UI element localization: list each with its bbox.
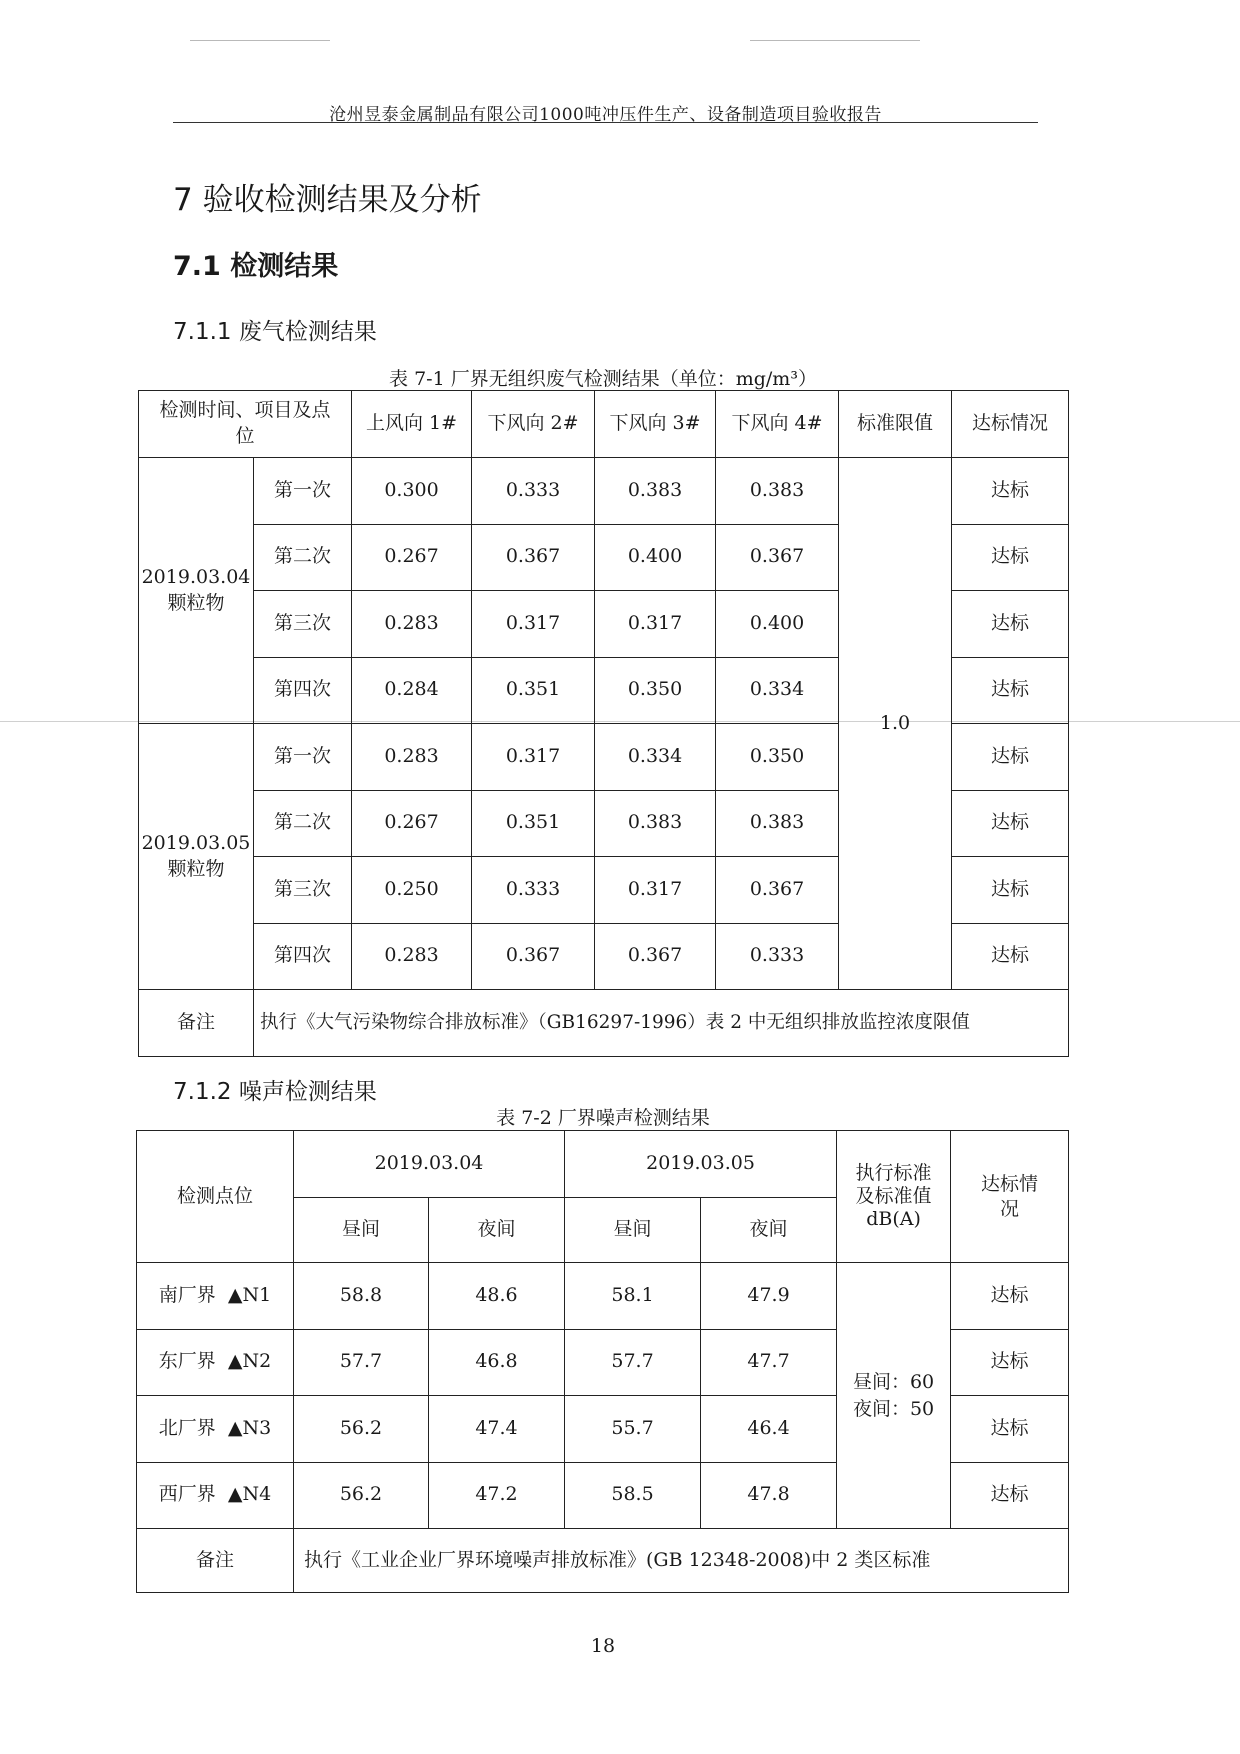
compliance-status: 达标 [952, 591, 1069, 658]
measurement-value: 0.317 [595, 857, 716, 924]
table2-caption: 表 7-2 厂界噪声检测结果 [496, 1107, 710, 1129]
sample-round: 第四次 [254, 923, 352, 990]
measurement-value: 0.317 [472, 724, 595, 791]
noise-value: 56.2 [294, 1396, 429, 1463]
compliance-status: 达标 [951, 1329, 1069, 1396]
table-row [137, 1263, 1069, 1330]
header-night: 夜间 [701, 1198, 837, 1263]
measurement-value: 0.367 [716, 524, 839, 591]
noise-value: 57.7 [565, 1329, 701, 1396]
measurement-value: 0.351 [472, 657, 595, 724]
compliance-status: 达标 [952, 790, 1069, 857]
exhaust-gas-table [138, 390, 1069, 1057]
measurement-value: 0.367 [595, 923, 716, 990]
group-label: 2019.03.04 颗粒物 [139, 458, 254, 724]
compliance-status: 达标 [951, 1462, 1069, 1529]
monitoring-point: 南厂界 ▲N1 [137, 1263, 294, 1330]
noise-value: 47.8 [701, 1462, 837, 1529]
subsection-heading: 7.1 检测结果 [173, 251, 339, 282]
remark-row [137, 1529, 1069, 1593]
monitoring-point: 西厂界 ▲N4 [137, 1462, 294, 1529]
scan-artifact [190, 40, 330, 41]
remark-label: 备注 [139, 990, 254, 1057]
compliance-status: 达标 [951, 1263, 1069, 1330]
measurement-value: 0.367 [716, 857, 839, 924]
header-upwind-1: 上风向 1# [352, 391, 472, 458]
measurement-value: 0.300 [352, 458, 472, 525]
measurement-value: 0.317 [595, 591, 716, 658]
table1-caption: 表 7-1 厂界无组织废气检测结果（单位：mg/m³） [389, 368, 817, 390]
noise-value: 46.8 [429, 1329, 565, 1396]
noise-value: 47.4 [429, 1396, 565, 1463]
compliance-status: 达标 [952, 524, 1069, 591]
sample-round: 第二次 [254, 524, 352, 591]
noise-heading: 7.1.2 噪声检测结果 [173, 1079, 377, 1105]
standard-value: 昼间：60 夜间：50 [837, 1263, 951, 1529]
noise-value: 47.7 [701, 1329, 837, 1396]
noise-table [136, 1130, 1069, 1593]
measurement-value: 0.351 [472, 790, 595, 857]
header-downwind-3: 下风向 3# [595, 391, 716, 458]
noise-value: 58.5 [565, 1462, 701, 1529]
measurement-value: 0.334 [716, 657, 839, 724]
measurement-value: 0.367 [472, 923, 595, 990]
measurement-value: 0.333 [472, 458, 595, 525]
header-point: 检测点位 [137, 1131, 294, 1263]
measurement-value: 0.283 [352, 923, 472, 990]
noise-value: 46.4 [701, 1396, 837, 1463]
section-heading: 7 验收检测结果及分析 [173, 182, 482, 218]
monitoring-point: 北厂界 ▲N3 [137, 1396, 294, 1463]
compliance-status: 达标 [952, 857, 1069, 924]
sample-round: 第四次 [254, 657, 352, 724]
noise-value: 48.6 [429, 1263, 565, 1330]
limit-value: 1.0 [839, 458, 952, 990]
header-day: 昼间 [294, 1198, 429, 1263]
monitoring-point: 东厂界 ▲N2 [137, 1329, 294, 1396]
compliance-status: 达标 [952, 923, 1069, 990]
measurement-value: 0.383 [716, 790, 839, 857]
header-limit: 标准限值 [839, 391, 952, 458]
noise-value: 55.7 [565, 1396, 701, 1463]
measurement-value: 0.283 [352, 591, 472, 658]
measurement-value: 0.267 [352, 790, 472, 857]
measurement-value: 0.283 [352, 724, 472, 791]
table-header-row [137, 1131, 1069, 1198]
sample-round: 第一次 [254, 724, 352, 791]
measurement-value: 0.400 [716, 591, 839, 658]
compliance-status: 达标 [952, 458, 1069, 525]
sample-round: 第三次 [254, 857, 352, 924]
measurement-value: 0.383 [595, 790, 716, 857]
scan-artifact [750, 40, 920, 41]
exhaust-gas-heading: 7.1.1 废气检测结果 [173, 319, 377, 345]
sample-round: 第二次 [254, 790, 352, 857]
header-downwind-4: 下风向 4# [716, 391, 839, 458]
table-header-row [139, 391, 1069, 458]
table-row [139, 458, 1069, 525]
header-status: 达标情况 [952, 391, 1069, 458]
remark-row [139, 990, 1069, 1057]
noise-value: 47.2 [429, 1462, 565, 1529]
noise-value: 58.8 [294, 1263, 429, 1330]
measurement-value: 0.350 [716, 724, 839, 791]
noise-value: 58.1 [565, 1263, 701, 1330]
measurement-value: 0.383 [595, 458, 716, 525]
compliance-status: 达标 [951, 1396, 1069, 1463]
header-day: 昼间 [565, 1198, 701, 1263]
header-standard: 执行标准 及标准值 dB(A) [837, 1131, 951, 1263]
header-item: 检测时间、项目及点位 [139, 391, 352, 458]
measurement-value: 0.250 [352, 857, 472, 924]
header-night: 夜间 [429, 1198, 565, 1263]
sample-round: 第一次 [254, 458, 352, 525]
measurement-value: 0.383 [716, 458, 839, 525]
remark-text: 执行《工业企业厂界环境噪声排放标准》(GB 12348-2008)中 2 类区标准 [294, 1529, 1069, 1593]
page-number: 18 [590, 1635, 616, 1657]
measurement-value: 0.333 [716, 923, 839, 990]
running-header: 沧州昱泰金属制品有限公司1000吨冲压件生产、设备制造项目验收报告 [329, 105, 882, 125]
measurement-value: 0.334 [595, 724, 716, 791]
measurement-value: 0.317 [472, 591, 595, 658]
header-downwind-2: 下风向 2# [472, 391, 595, 458]
measurement-value: 0.400 [595, 524, 716, 591]
noise-value: 47.9 [701, 1263, 837, 1330]
measurement-value: 0.350 [595, 657, 716, 724]
measurement-value: 0.333 [472, 857, 595, 924]
sample-round: 第三次 [254, 591, 352, 658]
compliance-status: 达标 [952, 724, 1069, 791]
remark-label: 备注 [137, 1529, 294, 1593]
measurement-value: 0.267 [352, 524, 472, 591]
compliance-status: 达标 [952, 657, 1069, 724]
noise-value: 56.2 [294, 1462, 429, 1529]
header-date-1: 2019.03.04 [294, 1131, 565, 1198]
measurement-value: 0.367 [472, 524, 595, 591]
remark-text: 执行《大气污染物综合排放标准》（GB16297-1996）表 2 中无组织排放监控浓度限值 [254, 990, 1069, 1057]
measurement-value: 0.284 [352, 657, 472, 724]
group-label: 2019.03.05 颗粒物 [139, 724, 254, 990]
header-date-2: 2019.03.05 [565, 1131, 837, 1198]
header-status: 达标情 况 [951, 1131, 1069, 1263]
header-rule [173, 122, 1038, 123]
noise-value: 57.7 [294, 1329, 429, 1396]
